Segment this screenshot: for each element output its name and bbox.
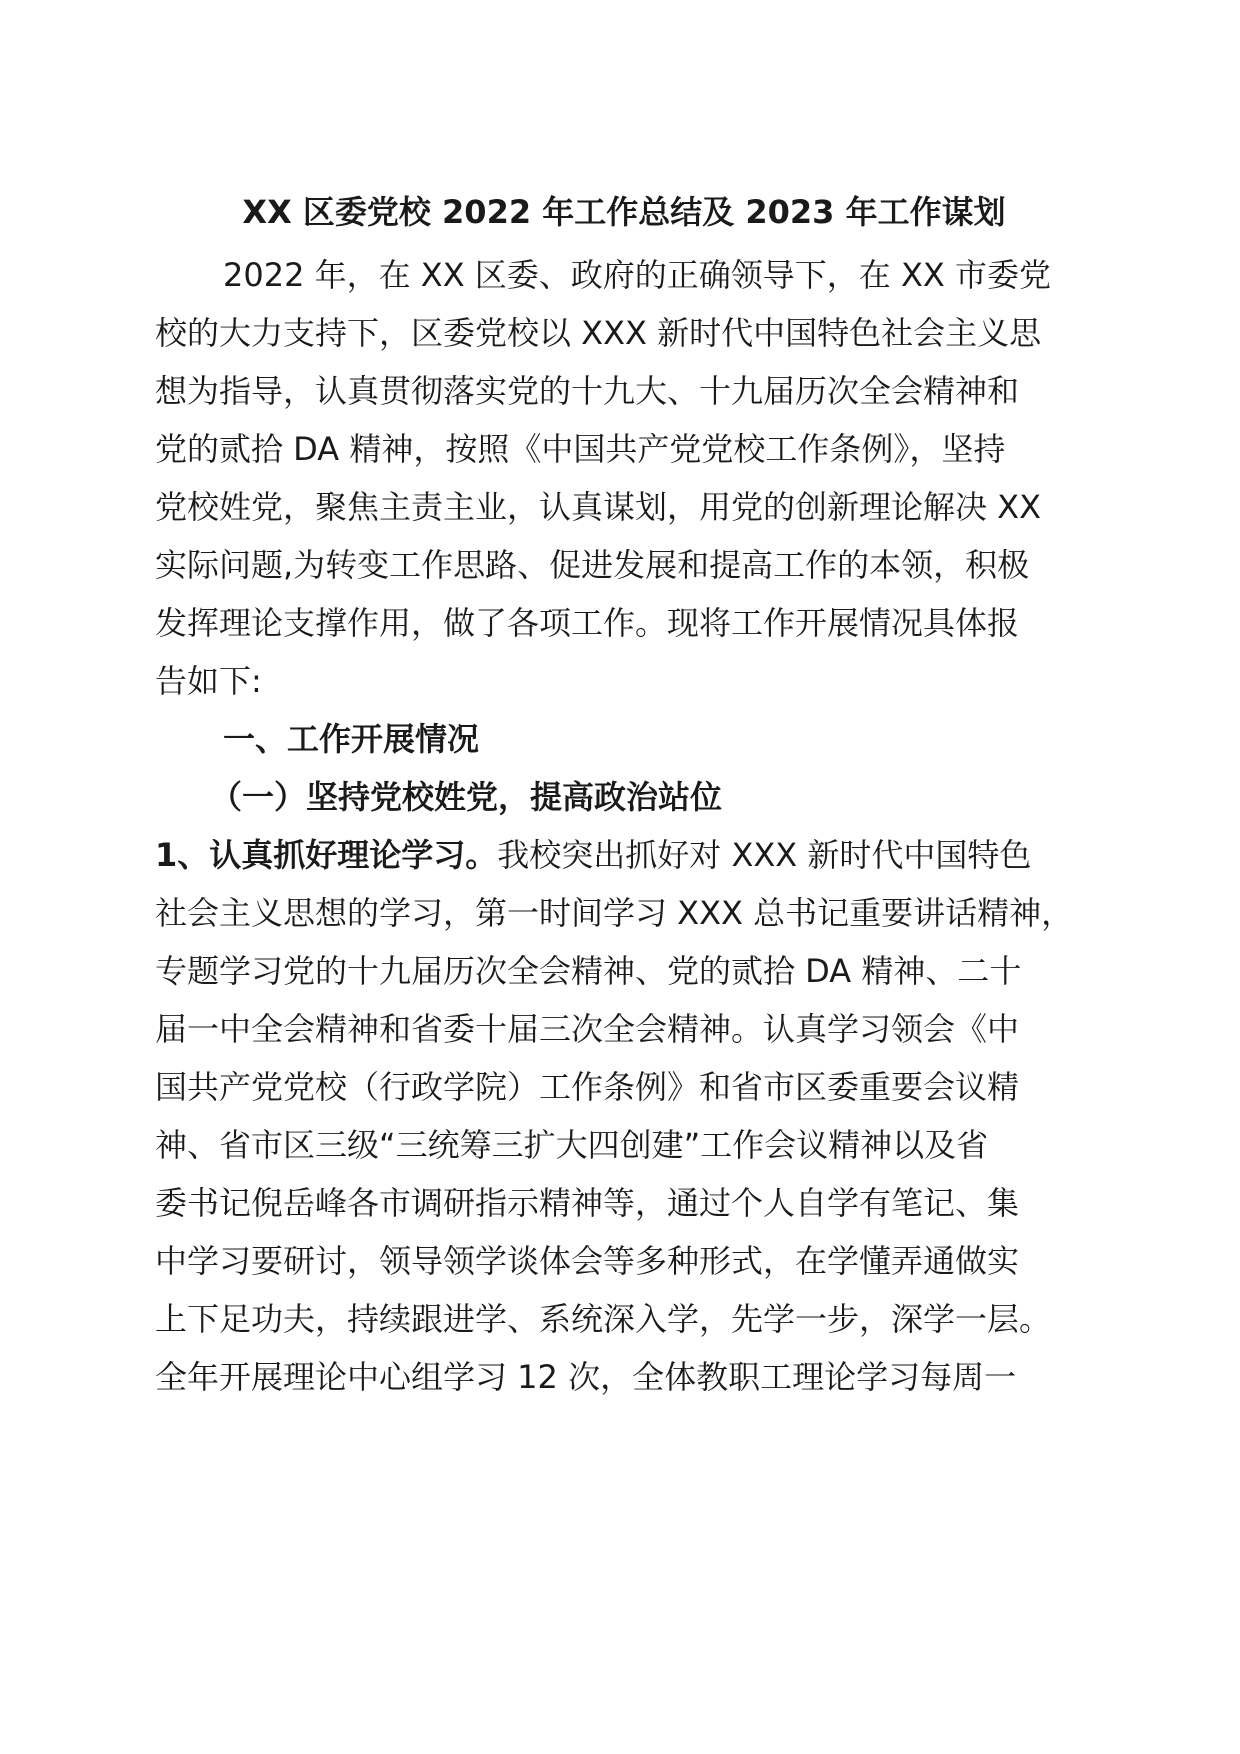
intro-line: 党的贰拾 DA 精神，按照《中国共产党党校工作条例》，坚持 [155,430,1006,468]
intro-line: 发挥理论支撑作用，做了各项工作。现将工作开展情况具体报 [155,604,1020,642]
item-first-line [155,831,1031,879]
intro-line: 想为指导，认真贯彻落实党的十九大、十九届历次全会精神和 [155,372,1020,410]
intro-line: 实际问题,为转变工作思路、促进发展和提高工作的本领，积极 [155,546,1030,584]
section-heading: 一、工作开展情况 [223,720,480,758]
intro-line: 党校姓党，聚焦主责主业，认真谋划，用党的创新理论解决 XX [155,488,1042,526]
body-line: 届一中全会精神和省委十届三次全会精神。认真学习领会《中 [155,1010,1020,1048]
body-line: 中学习要研讨，领导领学谈体会等多种形式，在学懂弄通做实 [155,1242,1020,1280]
body-line: 上下足功夫，持续跟进学、系统深入学，先学一步，深学一层。 [155,1300,1052,1338]
body-line: 专题学习党的十九届历次全会精神、党的贰拾 DA 精神、二十 [155,952,1022,990]
subsection-heading: （一）坚持党校姓党，提高政治站位 [210,778,723,816]
intro-line: 2022 年，在 XX 区委、政府的正确领导下，在 XX 市委党 [223,256,1051,294]
body-line: 委书记倪岳峰各市调研指示精神等，通过个人自学有笔记、集 [155,1184,1020,1222]
item-heading: 1、认真抓好理论学习。 [155,836,498,874]
intro-line: 校的大力支持下，区委党校以 XXX 新时代中国特色社会主义思 [155,314,1042,352]
body-line: 社会主义思想的学习，第一时间学习 XXX 总书记重要讲话精神， [155,894,1074,932]
body-line: 国共产党党校（行政学院）工作条例》和省市区委重要会议精 [155,1068,1020,1106]
body-line: 神、省市区三级“三统筹三扩大四创建”工作会议精神以及省 [155,1126,989,1164]
document-title: XX 区委党校 2022 年工作总结及 2023 年工作谋划 [242,193,1006,231]
body-line: 全年开展理论中心组学习 12 次，全体教职工理论学习每周一 [155,1358,1017,1396]
intro-line: 告如下: [155,662,262,700]
item-text: 我校突出抓好对 XXX 新时代中国特色 [497,836,1032,874]
